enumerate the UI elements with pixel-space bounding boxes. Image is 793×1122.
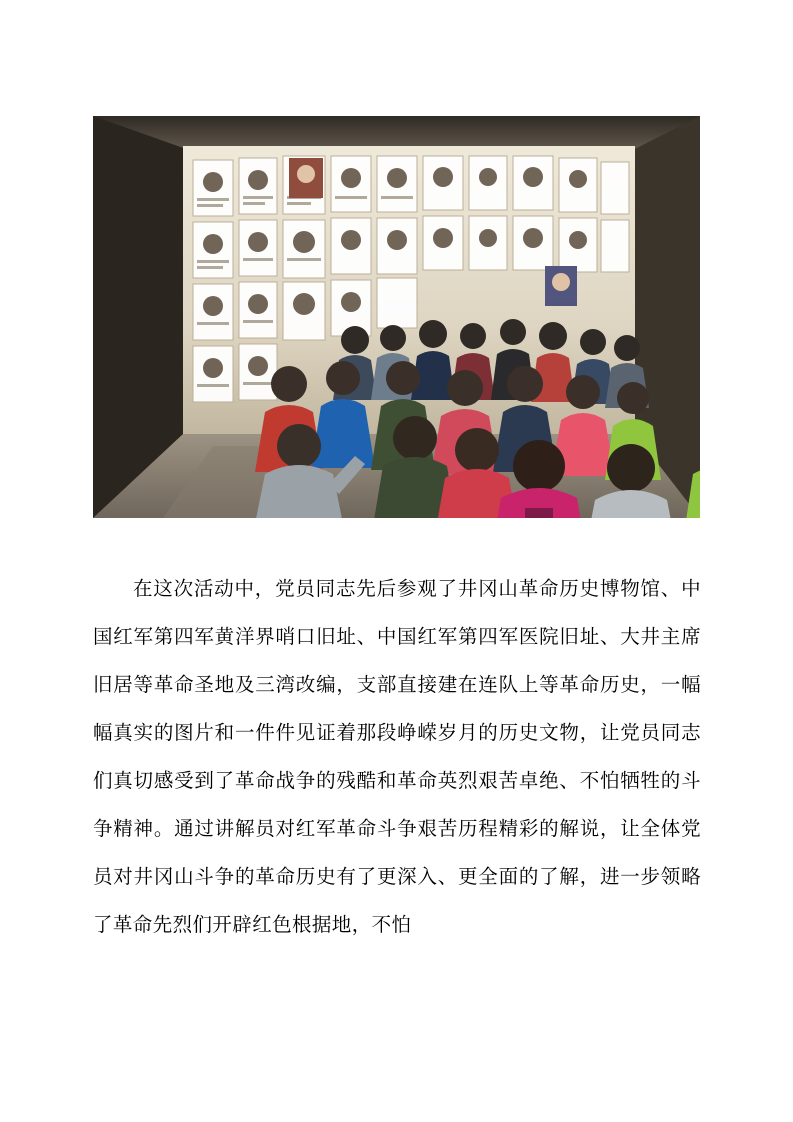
photo-illustration <box>93 116 700 518</box>
body-paragraph: 在这次活动中，党员同志先后参观了井冈山革命历史博物馆、中国红军第四军黄洋界哨口旧址、中国红军第四军医院旧址、大井主席旧居等革命圣地及三湾改编，支部直接建在连队上等革命历史，一幅幅真实的图片和一件件见证着那段峥嵘岁月的历史文物，让党员同志们真切感受到了革命战争的残酷和革命英烈艰苦卓绝、不怕牺牲的斗争精神。通过讲解员对红军革命斗争艰苦历程精彩的解说，让全体党员对井冈山斗争的革命历史有了更深入、更全面的了解，进一步领略了革命先烈们开辟红色根据地，不怕 <box>93 579 701 936</box>
museum-visit-photo <box>93 116 700 518</box>
body-paragraph-container <box>93 566 701 950</box>
